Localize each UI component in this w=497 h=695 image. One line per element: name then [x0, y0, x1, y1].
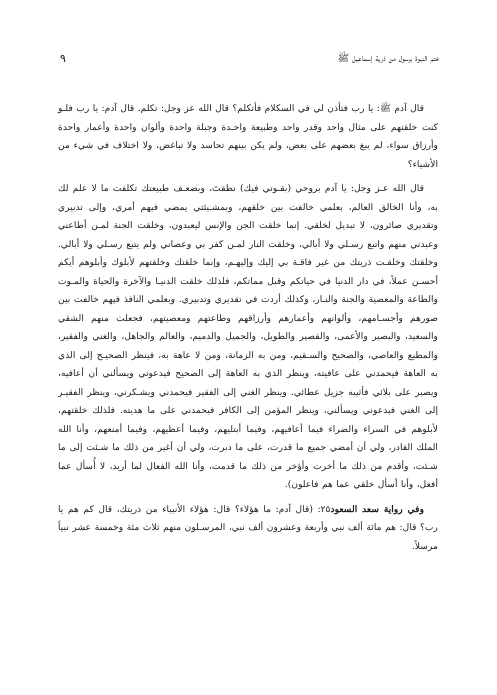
- running-title: ختم النبوة برسول من ذرية إسماعيل ﷺ: [337, 53, 439, 64]
- paragraph: قال الله عـز وجل: يا آدم بروحي (بقـوتي فيك) نطقتَ، وبضعـف طبيعتك تكلفت ما لا علم لك به، وأنا الخالق العالم، بعلمي خالفت بين خلقهم، وبمشـيئتي يمضي فيهم أمري، وإلى تدبيري وتقديري صائرون، لا تبديل لخلقي. إنما خلقت الجن والإنس ليعبدون، وخلقت الجنة لمـن أطاعني وعبدني منهم واتبع رسـلي ولا أبالي، وخلقت النار لمـن كفر بي وعصاني ولم يتبع رسـلي ولا أبالي. وخلقتك وخلقـت ذريتك من غير فاقـة بي إليك وإليهـم، وإنما خلقتك وخلقتهم لأبلوك وأبلوهم أيكم أحسـن عملاً، في دار الدنيا في حياتكم وقبل مماتكم، فلذلك خلقت الدنيـا والآخرة والحياة والمـوت والطاعة والمعصية والجنة والنـار، وكذلك أردت في تقديري وتدبيري. وبعلمي النافذ فيهم خالفت بين صورهم وأجسـامهم، وألوانهم وأعمارهم وأرزاقهم وطاعتهم ومعصيتهم، فجعلت منهم الشقي والسعيد، والبصير والأعمى، والقصير والطويل، والجميل والدميم، والعالم والجاهل، والغني والفقير، والمطيع والعاصي، والصحيح والسـقيم، ومن به الزمانة، ومن لا عاهة به، فينظر الصحيـح إلى الذي به العاهة فيحمدني على عافيته، وينظر الذي به العاهة إلى الصحيح فيدعوني ويسألني أن أعافيه، ويصبر على بلائي فأثيبه جزيل عطائي. وينظر الغني إلى الفقير فيحمدني ويشـكرني، وينظر الفقيـر إلى الغني فيدعوني ويسألني، وينظر المؤمن إلى الكافر فيحمدني على ما هديته. فلذلك خلقتهم، لأبلوهم في السراء والضراء فيما أعافيهم، وفيما أبتليهم، وفيما أعطيهم، وفيما أمنعهم، وأنا الله الملك القادر، ولي أن أمضي جميع ما قدرت، على ما دبرت، ولي أن أغير من ذلك ما شـئت إلى ما شـئت، وأقدم من ذلك ما أخرت وأؤخر من ذلك ما قدمت، وأنا الله الفعال لما أريد، لا أُسأل عما أفعل، وأنا أسأل خلقي عما هم فاعلون).: [58, 183, 438, 490]
- paragraph: [58, 501, 438, 557]
- page-header: [60, 52, 439, 72]
- paragraph: قال آدم ﷺ: يا رب فتأذن لي في السكلام فأتكلم؟ قال الله عز وجل: تكلم. قال آدم: يا رب فلـو كنت خلقتهم على مثال واحد وقدر واحد وطبيعة واحـدة وجبلة واحدة وألوان واحدة وأعمار واحدة وأرزاق سواء، لم يبغ بعضهم على بعض، ولم يكن بينهم تحاسد ولا تباغض، ولا اختلاف في شيء من الأشياء؟: [57, 103, 438, 170]
- paragraph-text: ٢٥: (قال آدم: ما هؤلاء؟ قال: هؤلاء الأنبياء من ذريتك، قال كم هم يا رب؟ قال: هم مائة ألف نبي وأربعة وعشرون ألف نبي، المرسـلون منهم ثلاث مئة وخمسة عشر نبياً مرسلاً.: [58, 503, 438, 552]
- body-text: [58, 100, 438, 562]
- page-number: ٩: [60, 52, 66, 65]
- paragraph-lead: وفي رواية سعد السعود: [330, 503, 425, 515]
